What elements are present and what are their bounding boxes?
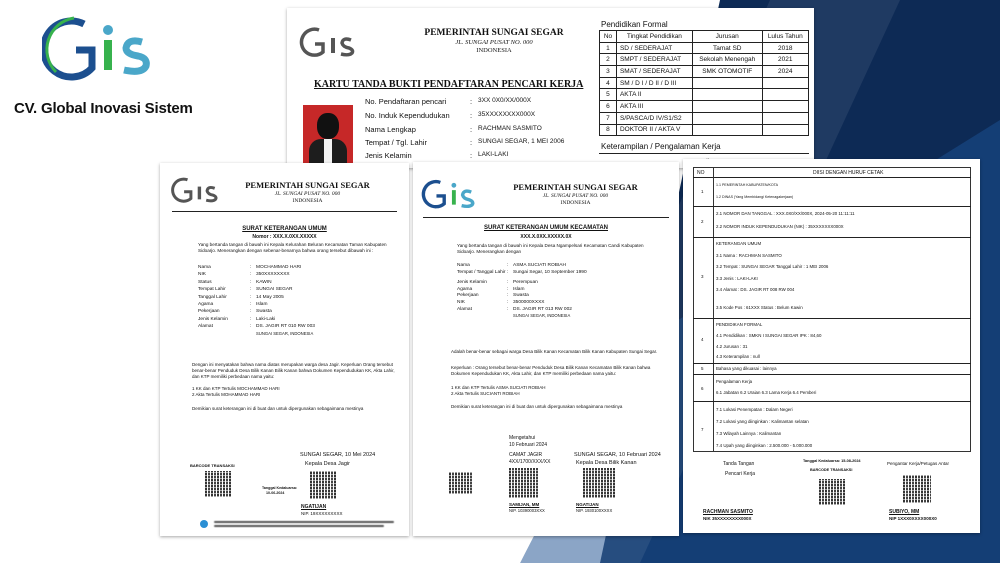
district-certificate-doc xyxy=(413,162,679,536)
doc2-right-date: SUNGAI SEGAR, 10 Februari 2024 xyxy=(574,452,661,458)
form-row-line: 4.1 Pendidikan : SMKN I SUNGAI SEGAR IPK : 84,60 xyxy=(716,333,822,338)
table-header-row xyxy=(600,31,809,43)
signed-label: Tanggal Kedaluarsa: xyxy=(262,486,298,490)
form-right-nip: NIP 1XXX0XXXX000X0 xyxy=(889,516,937,521)
card-header-country: INDONESIA xyxy=(476,47,512,54)
doc2-header-title: PEMERINTAH SUNGAI SEGAR xyxy=(513,182,638,192)
form-row-line: Bahasa yang dikuasai : lainnya xyxy=(716,366,777,371)
table-row xyxy=(600,66,809,78)
table-header-cell: No xyxy=(600,31,617,43)
doc2-title: SURAT KETERANGAN UMUM KECAMATAN xyxy=(484,225,608,231)
table-cell: 2018 xyxy=(762,42,808,54)
form-row-line: 1.1 PEMERINTAH KABUPATEN/KOTA xyxy=(716,183,779,187)
table-row xyxy=(600,124,809,136)
doc1-place-date: SUNGAI SEGAR, 10 Mei 2024 xyxy=(300,452,376,458)
doc2-number: XXX.X.0XX.XXXXX.0X xyxy=(520,234,572,240)
footer-note xyxy=(214,521,394,523)
table-cell: 5 xyxy=(600,89,617,101)
doc2-left-nip: NIP. 10390003XXX xyxy=(509,508,545,513)
education-table xyxy=(599,30,809,136)
barcode-qr xyxy=(449,472,473,494)
doc2-right-nip: NIP. 1930100XXXX xyxy=(576,508,613,513)
form-row-line: 3.5 Kode Pos : 61XXX Status : Belum Kawin xyxy=(716,305,803,310)
table-cell xyxy=(762,101,808,113)
doc1-header-title: PEMERINTAH SUNGAI SEGAR xyxy=(245,180,370,190)
table-cell: 2 xyxy=(600,54,617,66)
footer-note xyxy=(214,525,384,527)
form-row-no: 6 xyxy=(701,386,704,391)
doc2-left-date: 10 Februari 2024 xyxy=(509,442,548,448)
company-logo-icon xyxy=(42,14,162,84)
table-cell: S/PASCA/D IV/S1/S2 xyxy=(616,112,692,124)
table-cell: SMK OTOMOTIF xyxy=(692,66,762,78)
form-row-line: 6.1 Jabatan 6.2 Uraian 6.3 Lama Kerja 6.4 Pemberi xyxy=(716,390,817,395)
table-cell: AKTA II xyxy=(616,89,692,101)
doc1-paragraph: Dengan ini menyatakan bahwa nama diatas merupakan warga desa Jagir. Keperluan Orang tersebut benar-benar Penduduk Desa Bilik Kanan Bilik Kanan bahwa Dokumen Kependudukan KK, Akta Lahir, dan KTP memiliki perbedaan nama yaitu: xyxy=(192,362,395,379)
table-header-cell: Lulus Tahun xyxy=(762,31,808,43)
header-divider xyxy=(172,211,397,212)
table-row xyxy=(600,89,809,101)
barcode-label: BARCODE TRANSAKSI xyxy=(190,463,235,468)
form-row-line: 4.3 Keterampilan : null xyxy=(716,354,760,359)
header-divider xyxy=(423,217,669,218)
barcode-qr xyxy=(205,471,231,497)
signature-qr xyxy=(509,468,539,498)
applicant-photo xyxy=(303,105,353,168)
table-header-cell: Jurusan xyxy=(692,31,762,43)
form-row-line: 7.1 Lokasi Penempatan : Dalam Negeri xyxy=(716,407,793,412)
table-header-cell: Tingkat Pendidikan xyxy=(616,31,692,43)
table-cell: 8 xyxy=(600,124,617,136)
barcode-qr xyxy=(819,479,845,505)
gis-logo-icon xyxy=(170,173,222,207)
card-field-label: Tempat / Tgl. Lahir xyxy=(365,138,427,147)
brand-name: CV. Global Inovasi Sistem xyxy=(14,100,193,117)
table-cell: DOKTOR II / AKTA V xyxy=(616,124,692,136)
list-item: 2 Akta Tertulis MOHAMMAD HARI xyxy=(192,391,261,397)
form-row-line: 3.3 Jenis : LAKI-LAKI xyxy=(716,276,758,281)
education-title: Pendidikan Formal xyxy=(601,20,668,29)
table-cell: Sekolah Menengah xyxy=(692,54,762,66)
card-field-value: 35XXXXXXXX000X xyxy=(478,111,536,118)
footer-logo-icon xyxy=(200,520,208,528)
doc2-header-address: JL. SUNGAI PUSAT NO. 000 xyxy=(542,193,609,199)
table-cell: Tamat SD xyxy=(692,42,762,54)
form-row-no: 1 xyxy=(701,189,704,194)
doc2-paragraph: Keperluan : Orang tersebut benar-benar Penduduk Desa Bilik Kanan Kecamatan Bilik Kanan bahwa Dokumen Kependudukan KK, Akta Lahir, dan KTP memiliki perbedaan nama yaitu: xyxy=(451,365,651,376)
card-header-title: PEMERINTAH SUNGAI SEGAR xyxy=(424,28,564,38)
doc2-right-position: Kepala Desa Bilik Kanan xyxy=(576,460,637,466)
form-left-signer: RACHMAN SASMITO xyxy=(703,509,753,515)
form-row-no: 3 xyxy=(701,274,704,279)
registration-form-doc xyxy=(683,159,980,533)
table-cell xyxy=(762,77,808,89)
form-row-no: 2 xyxy=(701,219,704,224)
doc2-mengetahui: Mengetahui xyxy=(509,435,536,441)
form-row-line: KETERANGAN UMUM xyxy=(716,241,762,246)
card-field-label: Nama Lengkap xyxy=(365,125,416,134)
table-row xyxy=(600,77,809,89)
table-cell: 4 xyxy=(600,77,617,89)
form-left-nik: NIK 35XXXXXXXX000X xyxy=(703,516,752,521)
table-cell xyxy=(692,112,762,124)
table-cell: SMAT / SEDERAJAT xyxy=(616,66,692,78)
card-field-label: No. Induk Kependudukan xyxy=(365,111,450,120)
table-cell: AKTA III xyxy=(616,101,692,113)
table-cell xyxy=(762,112,808,124)
doc1-fields: Nama : MOCHAMMAD HARI NIK : 350XXXXXXXX Status : KAWIN Tempat Lahir : SUNGAI SEGAR Tanggal Lahir : 14 May 2005 Agama : Islam Pekerjaan : Swasta Jenis Kelamin : Laki-Laki Alamat : DS. JAGIR RT 010 RW 003 SUNGAI SEGAR, INDONESIA xyxy=(198,265,315,336)
card-field-value: LAKI-LAKI xyxy=(478,151,509,158)
signature-qr xyxy=(310,471,336,499)
doc2-fields: Nama : ASMA SUCIATI ROBIAH Tempat / Tanggal Lahir : Sungai Segar, 10 September 1990 Jenis Kelamin : Perempuan Agama : Islam Pekerjaan : Swasta NIK : 3500000XXXX Alamat : DS. JAGIR RT 013 RW 002 SUNGAI SEGAR, INDONESIA xyxy=(457,263,587,319)
table-cell xyxy=(762,89,808,101)
signature-qr xyxy=(583,468,615,498)
doc1-signer: NGATIJAN xyxy=(301,504,327,510)
form-right-signer: SUBIYO, MM xyxy=(889,509,920,515)
form-row-no: 4 xyxy=(701,337,704,342)
doc1-number: Nomor : XXX.X.0XX.XXXXX xyxy=(252,234,317,240)
signed-date: 10-06-2024 xyxy=(266,491,285,495)
list-item: 1 KK dan KTP Tertulis MOCHAMMAD HARI xyxy=(192,386,280,391)
gis-color-logo-icon xyxy=(421,174,479,214)
form-row-line: 7.3 Wilayah Lainnya : Kalimantan xyxy=(716,431,782,436)
gis-logo-icon xyxy=(299,22,359,62)
table-cell: SMPT / SEDERAJAT xyxy=(616,54,692,66)
doc2-left-signer: SAMIJAN, MM xyxy=(509,502,540,507)
table-cell xyxy=(692,77,762,89)
doc2-paragraph: Adalah benar-benar sebagai warga Desa Bilik Kanan Kecamatan Bilik Kanan Kabupaten Sungai Segar. xyxy=(451,349,658,354)
form-row-line: 3.1 Nama : RACHMAN SASMITO xyxy=(716,253,782,258)
card-title: KARTU TANDA BUKTI PENDAFTARAN PENCARI KERJA xyxy=(314,79,584,90)
list-item: 2 Akta Tertulis SUCIANTI ROBIAH xyxy=(451,390,520,396)
table-row xyxy=(600,101,809,113)
sign-mid-date: Tanggal Kedaluarsa: 15-08-2024 xyxy=(803,459,861,463)
table-row xyxy=(600,42,809,54)
card-field-label: No. Pendaftaran pencari xyxy=(365,97,447,106)
form-head-no: NO xyxy=(697,170,705,176)
doc1-header-country: INDONESIA xyxy=(292,198,323,204)
skills-title: Keterampilan / Pengalaman Kerja xyxy=(601,142,721,151)
general-certificate-doc xyxy=(160,163,409,536)
doc1-nip: NIP. 19XXXXXXXXX xyxy=(301,511,343,516)
doc1-intro: Yang bertanda tangan di bawah ini Kepala Kelurahan Beluran Kecamatan Taman Kabupaten Sidoarjo. Menerangkan dengan sebenar-benarnya bahwa orang tersebut dibawah ini : xyxy=(198,242,387,253)
form-row-line: 3.4 Alamat : DS. JAGIR RT 008 RW 004 xyxy=(716,287,795,292)
doc1-position: Kepala Desa Jagir xyxy=(305,461,350,467)
doc2-closing: Demikian surat keterangan ini di buat dan untuk dipergunakan sebagaimana mestinya xyxy=(451,404,623,409)
table-cell: 7 xyxy=(600,112,617,124)
card-field-label: Jenis Kelamin xyxy=(365,151,412,160)
table-cell: 2024 xyxy=(762,66,808,78)
form-head-title: DIISI DENGAN HURUF CETAK xyxy=(813,170,884,176)
signature-qr xyxy=(903,475,931,503)
card-field-value: 3XX 0X0/XX/000X xyxy=(478,97,532,104)
form-row-line: 1.2 DINAS (Yang Membidangi Ketenagakerjaan) xyxy=(716,195,794,199)
sign-left-title: Tanda Tangan xyxy=(723,461,755,467)
form-row-line: 7.2 Lokasi yang diinginkan : Kalimantan selatan xyxy=(716,419,809,424)
sign-right-title: Pengantar Kerja/Petugas Antar xyxy=(887,461,950,466)
table-cell: 6 xyxy=(600,101,617,113)
table-cell xyxy=(692,101,762,113)
form-row-line: 3.2 Tempat : SUNGAI SEGAR Tanggal Lahir : 1 MEI 2006 xyxy=(716,264,829,269)
form-row-line: 2.2 NOMOR INDUK KEPENDUDUKAN (NIK) : 35XXXXXXX000X xyxy=(716,224,844,229)
table-cell xyxy=(692,124,762,136)
doc2-camat: CAMAT JAGIR xyxy=(509,452,543,458)
doc1-closing: Demikian surat keterangan ini di buat dan untuk dipergunakan sebagaimana mestinya xyxy=(192,406,364,411)
table-cell: 1 xyxy=(600,42,617,54)
list-item: 1 KK dan KTP Tertulis ASMA SUCIATI ROBIAH xyxy=(451,385,546,390)
doc1-header-address: JL. SUNGAI PUSAT NO. 000 xyxy=(274,191,341,197)
doc2-left-number: 4XX/1700/XXX/XX xyxy=(509,459,551,465)
card-field-value: SUNGAI SEGAR, 1 MEI 2006 xyxy=(478,138,565,145)
doc2-right-signer: NGATIJAN xyxy=(576,502,599,507)
card-header-address: JL. SUNGAI PUSAT NO. 000 xyxy=(455,39,533,46)
sign-left-sub: Pencari Kerja xyxy=(725,471,756,477)
form-row-line: 2.1 NOMOR DAN TANGGAL : XXX.0X0/XX/000X, 2024-05-20 11:11:11 xyxy=(716,211,855,216)
doc1-list xyxy=(192,386,397,398)
table-cell: 3 xyxy=(600,66,617,78)
sign-mid-label: BARCODE TRANSAKSI xyxy=(810,468,853,472)
doc2-header-country: INDONESIA xyxy=(560,200,591,206)
form-row-no: 7 xyxy=(701,427,704,432)
table-cell: SD / SEDERAJAT xyxy=(616,42,692,54)
card-field-value: RACHMAN SASMITO xyxy=(478,125,542,132)
form-row-line: PENDIDIKAN FORMAL xyxy=(716,322,763,327)
form-row-line: 7.4 Upah yang diinginkan : 2.500.000 - 5.000.000 xyxy=(716,443,813,448)
doc2-intro: Yang bertanda tangan di bawah ini Kepala Desa Ngampelsari Kecamatan Candi Kabupaten Sidoarjo. Menerangkan dengan xyxy=(457,243,644,254)
table-row xyxy=(600,112,809,124)
form-row-line: Pengalaman Kerja xyxy=(716,379,753,384)
table-cell: 2021 xyxy=(762,54,808,66)
doc2-list xyxy=(451,385,666,397)
table-cell: SM / D I / D II / D III xyxy=(616,77,692,89)
table-row xyxy=(600,54,809,66)
job-seeker-card: PEMERINTAH SUNGAI SEGAR JL. SUNGAI PUSAT NO. 000 INDONESIA KARTU TANDA BUKTI PENDAFTARAN PENCARI KERJA No. Pendaftaran pencari : 3XX 0X0/XX/000X No. Induk Kependudukan : 35XXXXXXXX000X Nama Lengkap : RACHMAN SASMITO Tempat / Tgl. Lahir : SUNGAI SEGAR, 1 MEI 2006 Jenis Kelamin : LAKI-LAKI Pendidikan Formal No Tingkat Pendidikan Jurusan Lulus Tahun 1 SD / SEDERAJAT Tamat SD 2018 2 SMPT / SEDERAJAT Sekolah Menengah 2021 3 SMAT / SEDERAJAT SMK OTOMOTIF 2024 4 SM / D I / D II / D III 5 AKTA II 6 AKTA III 7 S/PASCA/D IV/S1/S2 8 DOKTOR II / AKTA V Keterampilan / Pengalaman Kerja xyxy=(287,8,814,168)
form-row-line: 4.2 Jurusan : 31 xyxy=(716,344,748,349)
divider xyxy=(599,153,809,154)
doc1-title: SURAT KETERANGAN UMUM xyxy=(242,226,327,232)
table-cell xyxy=(692,89,762,101)
form-row-no: 5 xyxy=(701,366,704,371)
table-cell xyxy=(762,124,808,136)
